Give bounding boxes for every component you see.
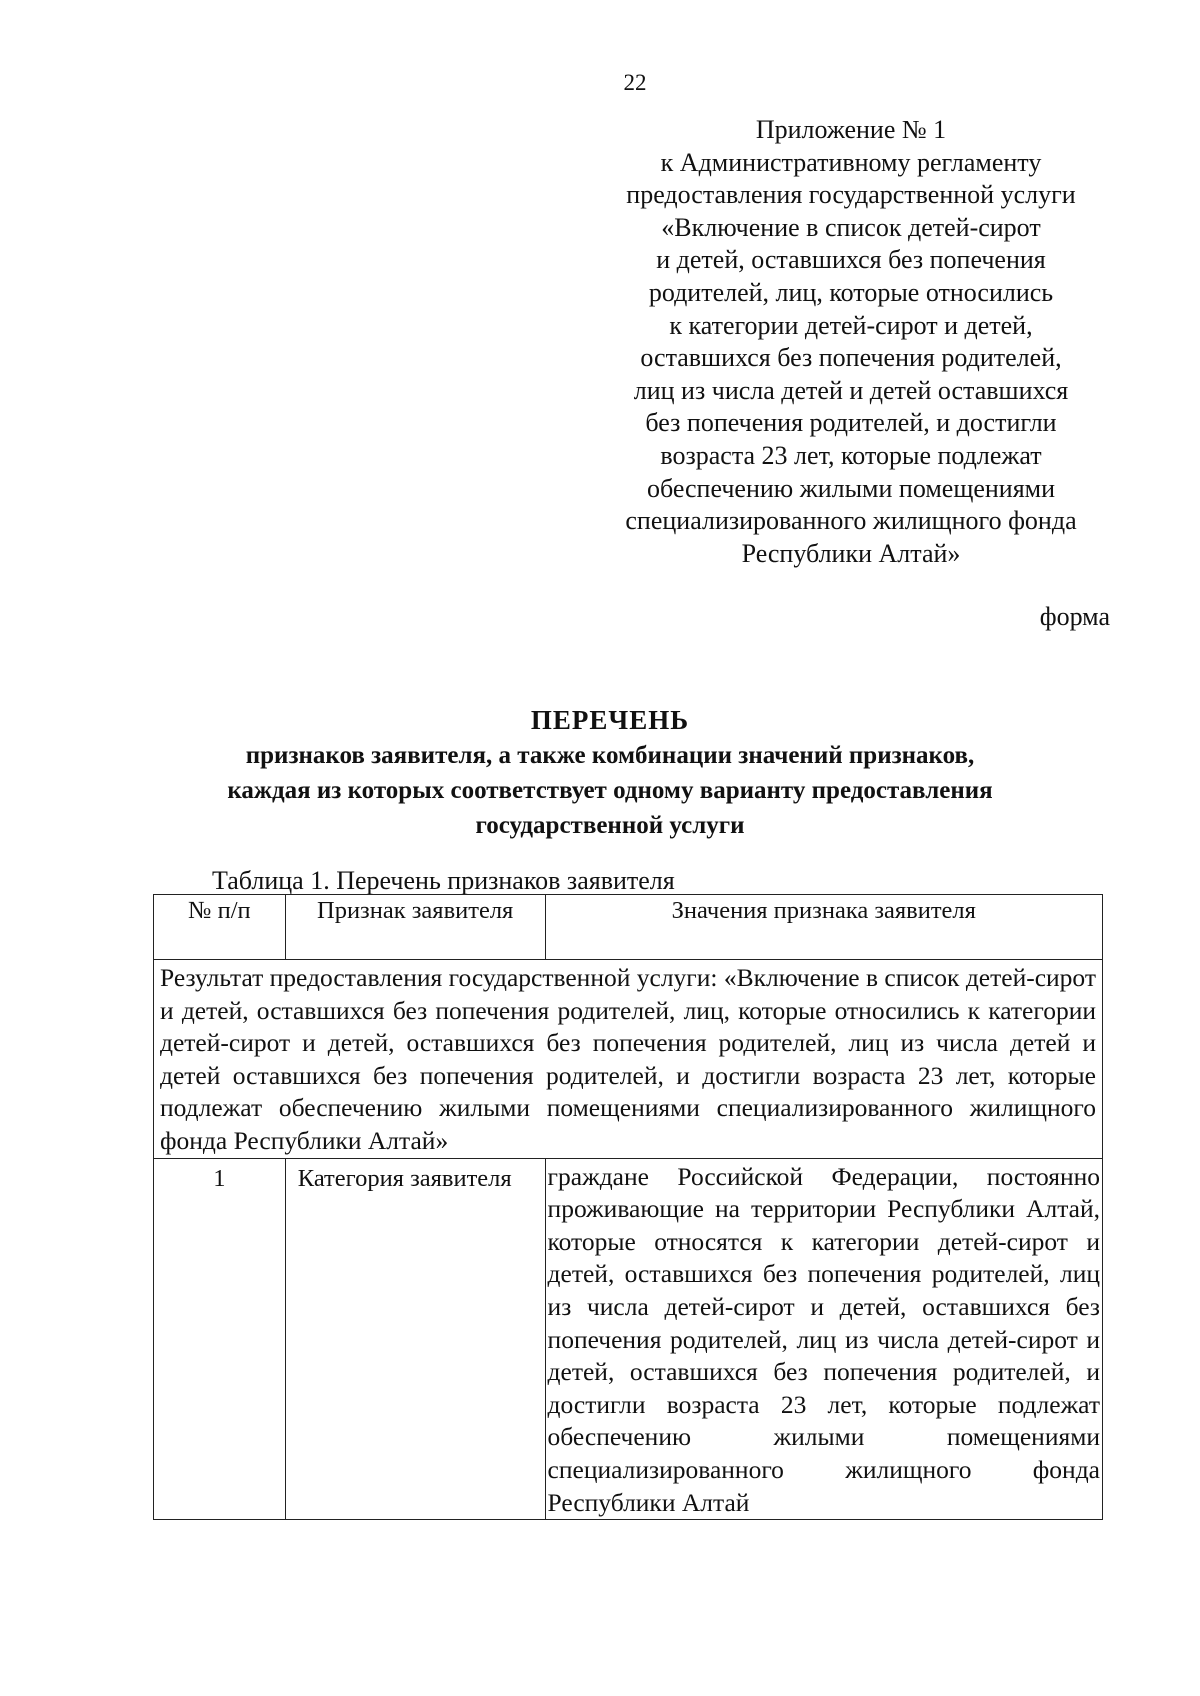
appendix-line: возраста 23 лет, которые подлежат — [660, 440, 1042, 470]
document-title — [130, 702, 1090, 843]
title-subline: каждая из которых соответствует одному варианту предоставления — [227, 777, 993, 804]
appendix-line: родителей, лиц, которые относились — [648, 277, 1054, 307]
page-number: 22 — [623, 70, 647, 95]
form-label: форма — [1039, 602, 1110, 631]
table-caption: Таблица 1. Перечень признаков заявителя — [212, 866, 675, 895]
title-main: ПЕРЕЧЕНЬ — [530, 705, 690, 735]
title-subline: признаков заявителя, а также комбинации значений признаков, — [245, 742, 975, 769]
appendix-line: «Включение в список детей-сирот — [661, 212, 1041, 242]
appendix-line: обеспечению жилыми помещениями — [646, 473, 1056, 503]
appendix-line: и детей, оставшихся без попечения — [656, 245, 1046, 275]
appendix-line: без попечения родителей, и достигли — [645, 408, 1057, 438]
appendix-line: Приложение № 1 — [755, 115, 947, 144]
title-subline: государственной услуги — [475, 812, 745, 839]
row-sign: Категория заявителя — [285, 1158, 545, 1520]
appendix-line: лиц из числа детей и детей оставшихся — [633, 375, 1069, 405]
header-values: Значения признака заявителя — [545, 895, 1102, 960]
appendix-line: оставшихся без попечения родителей, — [640, 343, 1062, 373]
appendix-line: специализированного жилищного фонда — [625, 506, 1077, 536]
row-value: граждане Российской Федерации, постоянно проживающие на территории Республики Алтай, которые относятся к категории детей-сирот и детей, оставшихся без попечения родителей, лиц из числа детей-сирот и детей, оставшихся без попечения родителей, лиц из числа детей-сирот и детей, оставшихся без попечения родителей, и достигли возраста 23 лет, которые подлежат обеспечению жилыми помещениями специализированного жилищного фонда Республики Алтай — [545, 1158, 1102, 1520]
signs-table — [153, 894, 1103, 1520]
appendix-line: к Административному регламенту — [660, 147, 1042, 177]
table-row — [154, 1158, 1103, 1520]
appendix-heading — [590, 114, 1112, 570]
result-row — [154, 960, 1103, 1159]
header-sign: Признак заявителя — [285, 895, 545, 960]
appendix-line: предоставления государственной услуги — [626, 180, 1076, 210]
appendix-line: к категории детей-сирот и детей, — [669, 310, 1033, 340]
result-cell: Результат предоставления государственной услуги: «Включение в список детей-сирот и детей, оставшихся без попечения родителей, лиц, которые относились к категории детей-сирот и детей, оставшихся без попечения родителей, лиц из числа детей и детей оставшихся без попечения родителей, и достигли возраста 23 лет, которые подлежат обеспечению жилыми помещениями специализированного жилищного фонда Республики Алтай» — [154, 960, 1103, 1159]
table-header-row — [154, 895, 1103, 960]
header-number: № п/п — [154, 895, 286, 960]
appendix-line: Республики Алтай» — [741, 538, 961, 568]
row-number: 1 — [154, 1158, 286, 1520]
